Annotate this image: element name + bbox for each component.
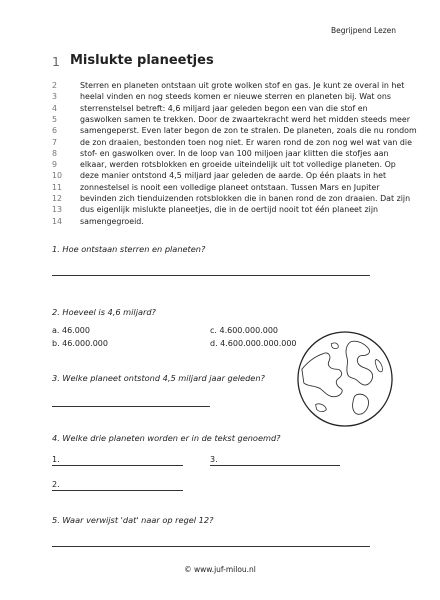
line-text: Sterren en planeten ontstaan uit grote wolken stof en gas. Je kunt ze overal in het — [80, 81, 405, 90]
text-line — [52, 104, 368, 113]
question-5: 5. Waar verwijst 'dat' naar op regel 12? — [52, 515, 214, 525]
text-line — [52, 115, 410, 124]
text-line — [52, 92, 391, 101]
line-number: 12 — [52, 194, 63, 203]
line-text: de zon draaien, bestonden toen nog niet. Er waren rond de zon nog wel wat van die — [80, 137, 412, 147]
line-number: 10 — [52, 171, 63, 181]
line-number: 14 — [52, 216, 63, 226]
header-label: Begrijpend Lezen — [330, 26, 396, 35]
text-line — [52, 183, 380, 192]
footer-copyright: © www.juf-milou.nl — [184, 565, 256, 574]
option-d[interactable]: d. 4.600.000.000.000 — [210, 339, 297, 348]
answer-line-q4-1[interactable] — [52, 465, 183, 466]
option-c[interactable]: c. 4.600.000.000 — [210, 326, 279, 335]
line-number: 7 — [52, 137, 58, 147]
line-number: 4 — [52, 103, 58, 113]
slot-3-label: 3. — [210, 455, 218, 464]
question-3: 3. Welke planeet ontstond 4,5 miljard jaar geleden? — [52, 373, 265, 383]
question-4: 4. Welke drie planeten worden er in de tekst genoemd? — [52, 433, 281, 443]
text-line — [52, 138, 412, 147]
text-line — [52, 205, 378, 214]
answer-line-q5[interactable] — [52, 546, 370, 547]
option-b[interactable]: b. 46.000.000 — [52, 339, 108, 348]
text-line — [52, 217, 144, 226]
text-line — [52, 194, 410, 203]
line-number: 5 — [52, 114, 58, 124]
line-text: elkaar, werden rotsblokken en groeide uiteindelijk uit tot volledige planeten. Op — [80, 160, 396, 170]
line-text: samengeperst. Even later begon de zon te stralen. De planeten, zoals die nu rondom — [80, 126, 417, 136]
line-number: 11 — [52, 182, 63, 192]
answer-line-q1[interactable] — [52, 275, 370, 276]
earth-globe-icon — [296, 330, 394, 428]
text-line — [52, 160, 396, 169]
line-text: bevinden zich tienduizenden rotsblokken die in banen rond de zon draaien. Dat zijn — [80, 194, 411, 203]
answer-line-q4-2[interactable] — [52, 490, 183, 491]
line-text: samengegroeid. — [80, 216, 144, 226]
text-line — [52, 149, 389, 158]
question-2: 2. Hoeveel is 4,6 miljard? — [52, 307, 156, 317]
line-number: 2 — [52, 81, 58, 90]
line-text: heelal vinden en nog steeds komen er nieuwe sterren en planeten bij. Wat ons — [80, 92, 391, 102]
line-text: gaswolken samen te trekken. Door de zwaartekracht werd het midden steeds meer — [80, 114, 411, 124]
question-1: 1. Hoe ontstaan sterren en planeten? — [52, 244, 206, 254]
line-text: dus eigenlijk mislukte planeetjes, die in de oertijd nooit tot één planeet zijn — [80, 205, 379, 215]
line-text: stof- en gaswolken over. In de loop van 100 miljoen jaar klitten die stofjes aan — [80, 148, 389, 158]
line-number: 6 — [52, 126, 58, 136]
line-text: deze manier ontstond 4,5 miljard jaar geleden de aarde. Op één plaats in het — [80, 171, 387, 181]
line-number: 3 — [52, 92, 58, 102]
line-number: 9 — [52, 160, 58, 170]
option-a[interactable]: a. 46.000 — [52, 326, 90, 335]
title-line-number: 1 — [52, 54, 60, 69]
line-number: 13 — [52, 205, 63, 215]
slot-1-label: 1. — [52, 455, 60, 464]
text-line — [52, 81, 404, 90]
line-number: 8 — [52, 148, 58, 158]
line-text: sterrenstelsel betreft: 4,6 miljard jaar geleden begon een van die stof en — [80, 103, 368, 113]
answer-line-q3[interactable] — [52, 406, 210, 407]
answer-line-q4-3[interactable] — [210, 465, 340, 466]
page-title: Mislukte planeetjes — [70, 53, 214, 68]
line-text: zonnestelsel is nooit een volledige planeet ontstaan. Tussen Mars en Jupiter — [80, 182, 380, 192]
text-line — [52, 171, 386, 180]
text-line — [52, 126, 417, 135]
slot-2-label: 2. — [52, 480, 60, 489]
